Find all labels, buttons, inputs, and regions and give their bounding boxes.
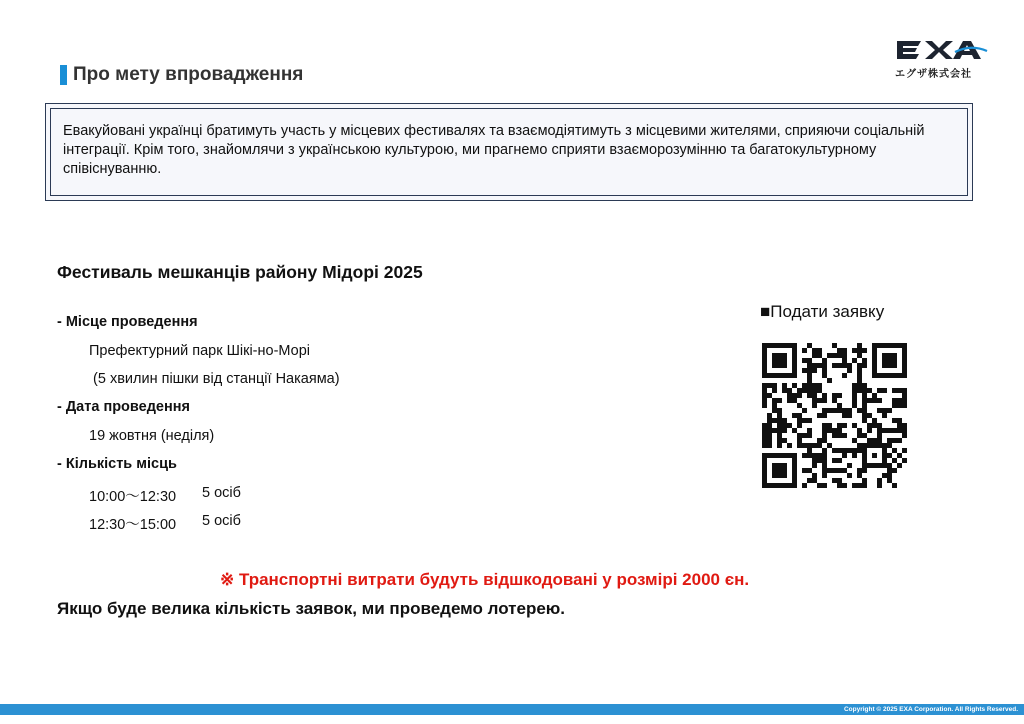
venue-label: - Місце проведення [57, 314, 198, 330]
logo-subtitle: エグザ株式会社 [895, 69, 972, 80]
heading-accent-bar [60, 65, 67, 85]
slot-time: 10:00～12:30 [89, 489, 177, 505]
venue-name: Префектурний парк Шікі-но-Морі [89, 343, 310, 359]
slot-capacity: 5 осіб [202, 485, 241, 501]
lottery-note: Якщо буде велика кількість заявок, ми проведемо лотерею. [57, 599, 566, 618]
slot-capacity: 5 осіб [202, 513, 241, 529]
copyright-text: Copyright © 2025 EXA Corporation. All Rights Reserved. [843, 706, 1018, 713]
page-title: Про мету впровадження [73, 64, 304, 85]
event-title: Фестиваль мешканців району Мідорі 2025 [57, 262, 423, 282]
event-date: 19 жовтня (неділя) [89, 428, 215, 444]
transport-notice: ※ Транспортні витрати будуть відшкодовані у розмірі 2000 єн. [220, 570, 750, 589]
section-heading [60, 64, 303, 86]
footer-bar [0, 704, 1024, 715]
apply-label: ■Подати заявку [760, 302, 885, 321]
slot-time: 12:30～15:00 [89, 517, 177, 533]
intro-text: Евакуйовані українці братимуть участь у місцевих фестивалях та взаємодіятимуть з місцевими жителями, сприяючи соціальній інтеграції. Крім того, знайомлячи з українською культурою, ми прагнемо сприяти взаєморозумінню та багатокультурному співіснуванню. [63, 123, 925, 177]
date-label: - Дата проведення [57, 399, 190, 415]
venue-access: (5 хвилин пішки від станції Накаяма) [89, 371, 340, 387]
qr-code[interactable] [762, 343, 907, 488]
intro-box [45, 103, 973, 201]
exa-logo-mark [893, 38, 988, 62]
capacity-label: - Кількість місць [57, 456, 177, 472]
company-logo [893, 38, 988, 82]
